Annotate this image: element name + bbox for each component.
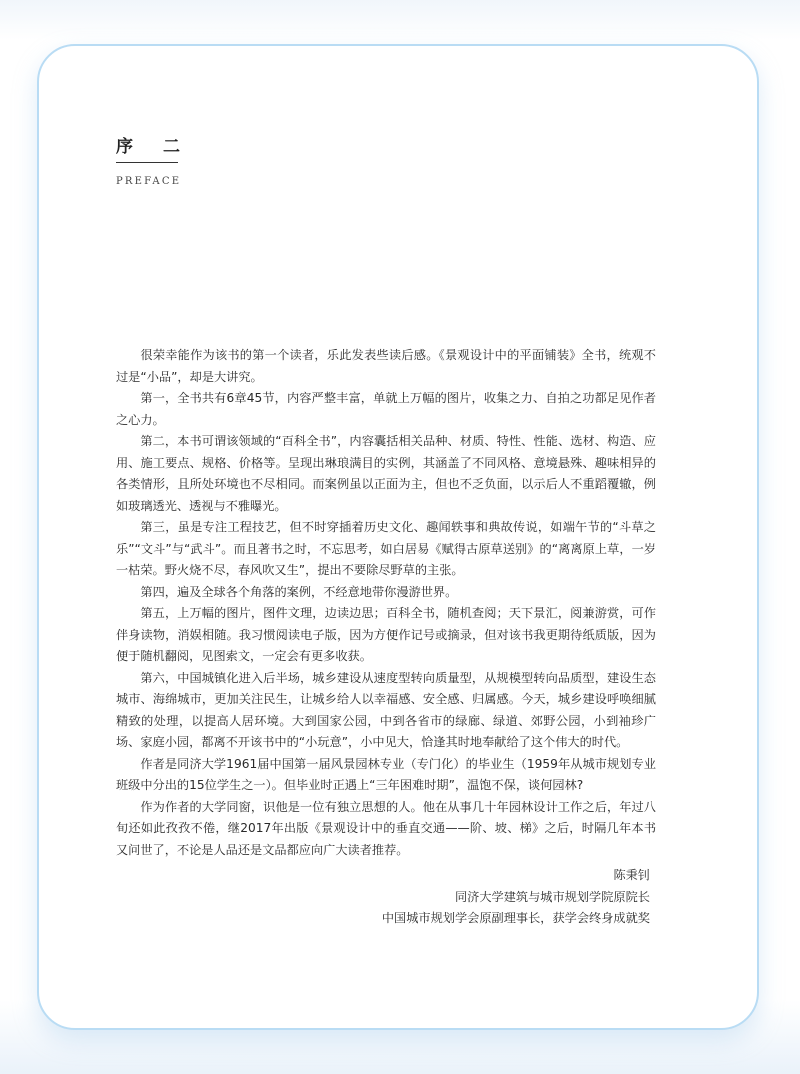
paragraph: 第四，遍及全球各个角落的案例，不经意地带你漫游世界。: [140, 584, 458, 599]
paragraph: 第二，本书可谓该领域的“百科全书”，内容囊括相关品种、材质、特性、性能、选材、构造、应用、施工要点、规格、价格等。呈现出琳琅满目的实例，其涵盖了不同风格、意境悬殊、趣味相异的各类情形，且所处环境也不尽相同。而案例虽以正面为主，但也不乏负面，以示后人不重蹈覆辙，例如玻璃透光、透视与不雅曝光。: [116, 434, 656, 513]
author-title-2: 中国城市规划学会原副理事长，获学会终身成就奖: [381, 911, 650, 925]
section-subtitle: PREFACE: [116, 176, 182, 187]
section-title: 序二: [116, 137, 210, 157]
paragraph: 第六，中国城镇化进入后半场，城乡建设从速度型转向质量型，从规模型转向品质型，建设生态城市、海绵城市，更加关注民生，让城乡给人以幸福感、安全感、归属感。今天，城乡建设呼唤细腻精致的处理，以提高人居环境。大到国家公园，中到各省市的绿廊、绿道、郊野公园，小到袖珍广场、家庭小园，都离不开该书中的“小玩意”，小中见大，恰逢其时地奉献给了这个伟大的时代。: [116, 670, 656, 749]
title-underline: [116, 162, 178, 163]
signature-block: [382, 865, 650, 930]
paragraph: 作为作者的大学同窗，识他是一位有独立思想的人。他在从事几十年园林设计工作之后，年过八旬还如此孜孜不倦，继2017年出版《景观设计中的垂直交通——阶、坡、梯》之后，时隔几年本书又问世了，不论是人品还是文品都应向广大读者推荐。: [116, 799, 656, 857]
paragraph: 很荣幸能作为该书的第一个读者，乐此发表些读后感。《景观设计中的平面铺装》全书，统观不过是“小品”，却是大讲究。: [116, 348, 656, 384]
paragraph: 第三，虽是专注工程技艺，但不时穿插着历史文化、趣闻轶事和典故传说，如端午节的“斗草之乐”“文斗”与“武斗”。而且著书之时，不忘思考，如白居易《赋得古原草送别》的“离离原上草，一岁一枯荣。野火烧不尽，春风吹又生”，提出不要除尽野草的主张。: [116, 520, 656, 577]
author-name: 陈秉钊: [613, 868, 650, 882]
paragraph: 第五，上万幅的图片，图件文理，边读边思；百科全书，随机查阅；天下景汇，阅兼游赏，可作伴身读物，消娱相随。我习惯阅读电子版，因为方便作记号或摘录，但对该书我更期待纸质版，因为便于随机翻阅，见图索文，一定会有更多收获。: [116, 606, 656, 663]
paragraph: 作者是同济大学1961届中国第一届风景园林专业（专门化）的毕业生（1959年从城市规划专业班级中分出的15位学生之一）。但毕业时正遇上“三年困难时期”，温饱不保，谈何园林?: [116, 756, 656, 792]
author-title-1: 同济大学建筑与城市规划学院原院长: [455, 889, 650, 904]
paragraph: 第一，全书共有6章45节，内容严整丰富，单就上万幅的图片，收集之力、自拍之功都足见作者之心力。: [116, 391, 656, 427]
preface-body: [116, 345, 656, 861]
